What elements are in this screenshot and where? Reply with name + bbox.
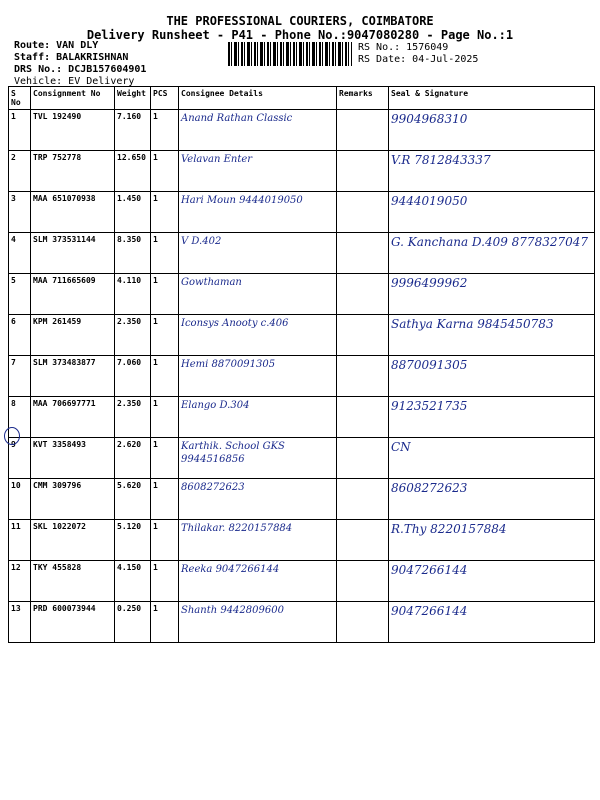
- handwritten-circle-mark: [4, 427, 20, 445]
- table-row: [9, 438, 595, 479]
- cell-pcs: 1: [151, 397, 179, 438]
- cell-weight: 4.110: [115, 274, 151, 315]
- cell-pcs: 1: [151, 233, 179, 274]
- table-row: [9, 315, 595, 356]
- cell-sno: 1: [9, 110, 31, 151]
- cell-remarks: [337, 315, 389, 356]
- route: Route: VAN DLY: [14, 40, 99, 51]
- cell-consignee: Hemi 8870091305: [179, 356, 337, 397]
- cell-consignment: KVT 3358493: [31, 438, 115, 479]
- cell-seal: 8608272623: [389, 479, 595, 520]
- cell-sno: 13: [9, 602, 31, 643]
- cell-consignment: KPM 261459: [31, 315, 115, 356]
- cell-sno: 2: [9, 151, 31, 192]
- col-consignee: Consignee Details: [179, 87, 337, 110]
- cell-sno: 6: [9, 315, 31, 356]
- cell-seal: Sathya Karna 9845450783: [389, 315, 595, 356]
- barcode: [228, 42, 352, 66]
- cell-weight: 8.350: [115, 233, 151, 274]
- rs-number: RS No.: 1576049: [358, 42, 449, 53]
- cell-pcs: 1: [151, 151, 179, 192]
- cell-consignment: SLM 373531144: [31, 233, 115, 274]
- table-row: [9, 356, 595, 397]
- cell-consignment: TRP 752778: [31, 151, 115, 192]
- cell-consignee: V D.402: [179, 233, 337, 274]
- cell-remarks: [337, 479, 389, 520]
- cell-remarks: [337, 151, 389, 192]
- cell-weight: 12.650: [115, 151, 151, 192]
- cell-pcs: 1: [151, 438, 179, 479]
- cell-seal: R.Thy 8220157884: [389, 520, 595, 561]
- cell-pcs: 1: [151, 110, 179, 151]
- col-consignment: Consignment No: [31, 87, 115, 110]
- cell-consignment: SKL 1022072: [31, 520, 115, 561]
- table-row: [9, 561, 595, 602]
- cell-sno: 7: [9, 356, 31, 397]
- col-sno: S No: [9, 87, 31, 110]
- cell-weight: 4.150: [115, 561, 151, 602]
- cell-sno: 8: [9, 397, 31, 438]
- table-header-row: [9, 87, 595, 110]
- cell-consignee: Velavan Enter: [179, 151, 337, 192]
- table-row: [9, 397, 595, 438]
- cell-sno: 10: [9, 479, 31, 520]
- cell-pcs: 1: [151, 602, 179, 643]
- cell-consignment: TVL 192490: [31, 110, 115, 151]
- cell-seal: G. Kanchana D.409 8778327047: [389, 233, 595, 274]
- table-row: [9, 274, 595, 315]
- cell-consignment: MAA 706697771: [31, 397, 115, 438]
- cell-seal: 9904968310: [389, 110, 595, 151]
- cell-remarks: [337, 274, 389, 315]
- cell-sno: 12: [9, 561, 31, 602]
- cell-pcs: 1: [151, 520, 179, 561]
- cell-weight: 1.450: [115, 192, 151, 233]
- cell-weight: 7.060: [115, 356, 151, 397]
- cell-remarks: [337, 602, 389, 643]
- table-row: [9, 602, 595, 643]
- cell-seal: 9444019050: [389, 192, 595, 233]
- staff: Staff: BALAKRISHNAN: [14, 52, 129, 63]
- company-title: THE PROFESSIONAL COURIERS, COIMBATORE: [166, 14, 434, 28]
- table-row: [9, 479, 595, 520]
- cell-pcs: 1: [151, 274, 179, 315]
- cell-seal: CN: [389, 438, 595, 479]
- cell-consignee: 8608272623: [179, 479, 337, 520]
- col-pcs: PCS: [151, 87, 179, 110]
- cell-pcs: 1: [151, 315, 179, 356]
- rs-date: RS Date: 04-Jul-2025: [358, 54, 479, 65]
- cell-remarks: [337, 397, 389, 438]
- cell-remarks: [337, 356, 389, 397]
- cell-seal: V.R 7812843337: [389, 151, 595, 192]
- cell-weight: 7.160: [115, 110, 151, 151]
- cell-seal: 9123521735: [389, 397, 595, 438]
- cell-remarks: [337, 192, 389, 233]
- drs-number: DRS No.: DCJB157604901: [14, 64, 147, 75]
- cell-sno: 4: [9, 233, 31, 274]
- cell-remarks: [337, 520, 389, 561]
- table-row: [9, 110, 595, 151]
- cell-seal: 8870091305: [389, 356, 595, 397]
- cell-pcs: 1: [151, 192, 179, 233]
- cell-consignee: Gowthaman: [179, 274, 337, 315]
- cell-sno: 11: [9, 520, 31, 561]
- cell-remarks: [337, 438, 389, 479]
- cell-weight: 2.620: [115, 438, 151, 479]
- cell-seal: 9996499962: [389, 274, 595, 315]
- cell-weight: 0.250: [115, 602, 151, 643]
- cell-consignee: Shanth 9442809600: [179, 602, 337, 643]
- cell-seal: 9047266144: [389, 561, 595, 602]
- cell-consignee: Karthik. School GKS 9944516856: [179, 438, 337, 479]
- cell-remarks: [337, 561, 389, 602]
- cell-remarks: [337, 110, 389, 151]
- table-row: [9, 151, 595, 192]
- table-row: [9, 520, 595, 561]
- cell-consignment: TKY 455828: [31, 561, 115, 602]
- cell-weight: 2.350: [115, 315, 151, 356]
- cell-consignee: Reeka 9047266144: [179, 561, 337, 602]
- cell-pcs: 1: [151, 561, 179, 602]
- cell-consignee: Hari Moun 9444019050: [179, 192, 337, 233]
- vehicle: Vehicle: EV Delivery: [14, 76, 135, 87]
- cell-consignee: Anand Rathan Classic: [179, 110, 337, 151]
- cell-sno: 3: [9, 192, 31, 233]
- cell-pcs: 1: [151, 479, 179, 520]
- cell-consignee: Elango D.304: [179, 397, 337, 438]
- runsheet-table: [8, 86, 595, 643]
- cell-consignment: MAA 711665609: [31, 274, 115, 315]
- cell-weight: 2.350: [115, 397, 151, 438]
- cell-sno: 5: [9, 274, 31, 315]
- cell-weight: 5.120: [115, 520, 151, 561]
- cell-pcs: 1: [151, 356, 179, 397]
- cell-consignment: CMM 309796: [31, 479, 115, 520]
- col-seal: Seal & Signature: [389, 87, 595, 110]
- cell-weight: 5.620: [115, 479, 151, 520]
- cell-seal: 9047266144: [389, 602, 595, 643]
- cell-consignee: Thilakar. 8220157884: [179, 520, 337, 561]
- table-row: [9, 192, 595, 233]
- col-remarks: Remarks: [337, 87, 389, 110]
- cell-remarks: [337, 233, 389, 274]
- table-row: [9, 233, 595, 274]
- col-weight: Weight: [115, 87, 151, 110]
- cell-consignment: MAA 651070938: [31, 192, 115, 233]
- cell-consignment: PRD 600073944: [31, 602, 115, 643]
- cell-sno: 9: [9, 438, 31, 479]
- runsheet-title: Delivery Runsheet - P41 - Phone No.:9047080280 - Page No.:1: [86, 28, 514, 42]
- cell-consignee: Iconsys Anooty c.406: [179, 315, 337, 356]
- cell-consignment: SLM 373483877: [31, 356, 115, 397]
